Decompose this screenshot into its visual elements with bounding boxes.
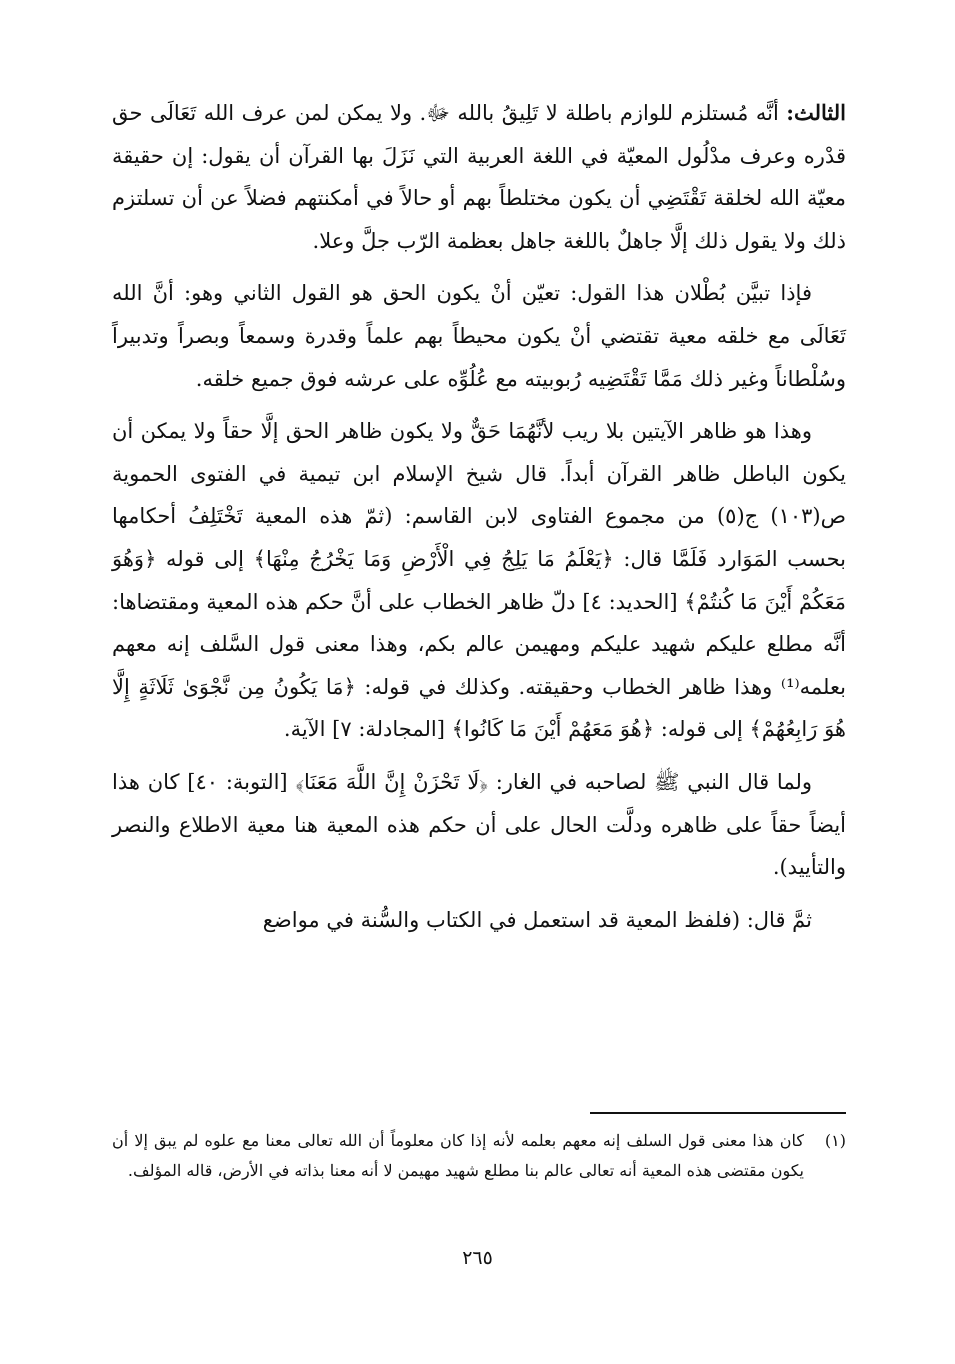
paragraph-2	[112, 272, 846, 400]
footnote-marker: (١)	[824, 1131, 846, 1150]
footnote-1	[112, 1126, 846, 1186]
paragraph-text: ولما قال النبي ﷺ لصاحبه في الغار: ﴿لَا تَحْزَنْ إِنَّ اللَّهَ مَعَنَا﴾ [التوبة: ٤٠] كان هذا أيضاً حقاً على ظاهره ودلَّت الحال على أن حكم هذه المعية هنا معية الاطلاع والنصر والتأييد).	[112, 769, 846, 880]
footnote-text: كان هذا معنى قول السلف إنه معهم بعلمه لأنه إذا كان معلوماً أن الله تعالى معنا مع علوه لم يبق إلا أن يكون مقتضى هذه المعية أنه تعالى عالم بنا مطلع شهيد مهيمن لا أنه معنا بذاته في الأرض، قاله المؤلف.	[112, 1131, 805, 1180]
main-text	[112, 92, 846, 951]
paragraph-text: وهذا هو ظاهر الآيتين بلا ريب لأنَّهُمَا حَقٌّ ولا يكون ظاهر الحق إلَّا حقاً ولا يمكن أن يكون الباطل ظاهر القرآن أبداً. قال شيخ الإسلام ابن تيمية في الفتوى الحموية ص(١٠٣) ج(٥) من مجموع الفتاوى لابن القاسم: (ثمّ هذه المعية تَخْتَلِفُ أحكامها بحسب المَوَارد فَلَمَّا قال: ﴿يَعْلَمُ مَا يَلِجُ فِي الْأَرْضِ وَمَا يَخْرُجُ مِنْهَا﴾ إلى قوله ﴿وَهُوَ مَعَكُمْ أَيْنَ مَا كُنتُمْ﴾ [الحديد: ٤] دلّ ظاهر الخطاب على أنَّ حكم هذه المعية ومقتضاها: أنَّه مطلع عليكم شهيد عليكم ومهيمن عالم بكم، وهذا معنى قول السَّلف إنه معهم بعلمه⁽¹⁾ وهذا ظاهر الخطاب وحقيقته. وكذلك في قوله: ﴿مَا يَكُونُ مِن نَّجْوَىٰ ثَلَاثَةٍ إِلَّا هُوَ رَابِعُهُمْ﴾ إلى قوله: ﴿هُوَ مَعَهُمْ أَيْنَ مَا كَانُوا﴾ [المجادلة: ٧] الآية.	[112, 419, 846, 742]
paragraph-text: ثمَّ قال: (فلفظ المعية قد استعمل في الكتاب والسُّنة في مواضع	[262, 907, 812, 932]
paragraph-3	[112, 410, 846, 751]
paragraph-text: فإذا تبيَّن بُطْلان هذا القول: تعيّن أنْ يكون الحق هو القول الثاني وهو: أنَّ الله تَعَالَى مع خلقه معية تقتضي أنْ يكون محيطاً بهم علماً وقدرة وسمعاً وبصراً وتدبيراً وسُلْطاناً وغير ذلك مَمَّا تَقْتَضِيه رُبوبيته مع عُلُوِّه على عرشه فوق جميع خلقه.	[112, 281, 846, 391]
paragraph-1	[112, 92, 846, 262]
paragraph-4	[112, 761, 846, 889]
paragraph-5	[112, 899, 846, 942]
footnote-divider	[590, 1112, 846, 1114]
page-number: ٢٦٥	[462, 1247, 493, 1269]
footnotes	[112, 1126, 846, 1186]
paragraph-text: أنَّه مُستلزم للوازم باطلة لا تَلِيقُ بالله ﷻ. ولا يمكن لمن عرف الله تَعَالَى حق قدْره وعرف مدْلُول المعيّة في اللغة العربية التي نَزَلَ بها القرآن أن يقول: إن حقيقة معيّة الله لخلقة تَقْتَضِي أن يكون مختلطاً بهم أو حالاً في أمكنتهم فضلاً عن أن تسلتزم ذلك ولا يقول ذلك إلَّا جاهلٌ باللغة جاهل بعظمة الرّب جلَّ وعلا.	[112, 101, 846, 253]
paragraph-lead: الثالث:	[786, 100, 846, 125]
